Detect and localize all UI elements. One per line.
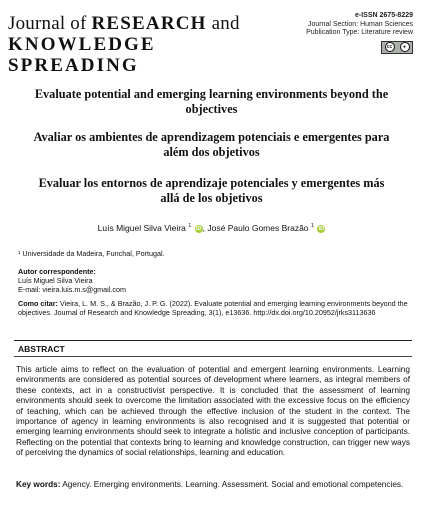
title-english-block: [0, 87, 423, 116]
by-person-icon: ●: [400, 42, 410, 52]
title-portuguese-block: [0, 130, 423, 159]
how-to-cite: [18, 299, 410, 317]
keywords-label: Key words:: [16, 480, 61, 489]
how-to-cite-text: Vieira, L. M. S., & Brazão, J. P. G. (2022). Evaluate potential and emerging learning environments beyond the objectives. Journal of Research and Knowledge Spreading, 3(1), e13636. http://dx.doi.org/10.20952/jrks3113636: [18, 299, 408, 318]
author-1: Luís Miguel Silva Vieira: [97, 223, 186, 233]
journal-name-and: and: [211, 13, 240, 34]
keywords-text: Agency. Emerging environments. Learning. Assessment. Social and emotional competencies.: [60, 480, 404, 489]
journal-name-line2: KNOWLEDGE SPREADING: [8, 34, 156, 76]
author-1-affil-sup: 1: [188, 223, 192, 230]
affiliation: ¹ Universidade da Madeira, Funchal, Portugal.: [18, 249, 165, 258]
title-spanish: Evaluar los entornos de aprendizaje potenciales y emergentes más allá de los objetivos: [38, 176, 385, 205]
author-2: José Paulo Gomes Brazão: [207, 223, 309, 233]
how-to-cite-label: Como citar:: [18, 299, 58, 308]
corresponding-author: [18, 267, 126, 294]
title-english: Evaluate potential and emerging learning environments beyond the objectives: [34, 87, 389, 116]
issn: e-ISSN 2675-8229: [355, 12, 413, 19]
author-separator: ,: [202, 223, 206, 233]
abstract-body: This article aims to reflect on the evaluation of potential and emergent learning environments. Learning environments are considered as potential sources of development where learners, as integral members of these contexts, act in a constructivist perspective. It is concluded that the assessment of learning environments should seek to overcome the limitation associated with the excessive focus on the efficiency of teaching, which can be achieved through the effective inclusion of the student in the context. The importance of agency in learning environments is also recognised and it is suggested that potential or emerging learning environments should seek to integrate a holistic and inclusive conception of participants. Reflecting on the potential that contexts bring to learning and knowledge construction, can trigger new ways of perceiving the dynamics of social relationships, learning and education.: [16, 365, 410, 458]
journal-name-line1: [8, 14, 288, 34]
abstract-heading: ABSTRACT: [18, 344, 65, 354]
abstract-divider: [14, 356, 412, 357]
authors: [0, 223, 423, 233]
abstract-top-rule: [14, 340, 412, 341]
corresponding-author-name: Luís Miguel Silva Vieira: [18, 276, 93, 285]
journal-name-prefix: Journal of: [8, 13, 87, 34]
corresponding-author-email[interactable]: E-mail: vieira.luis.m.s@gmail.com: [18, 285, 126, 294]
corresponding-author-label: Autor correspondente:: [18, 267, 96, 276]
publication-type: Publication Type: Literature review: [306, 29, 413, 37]
article-meta: [306, 12, 413, 54]
journal-section: Journal Section: Human Sciences: [307, 20, 413, 28]
orcid-icon[interactable]: iD: [318, 226, 325, 232]
journal-name-research: RESEARCH: [91, 13, 207, 34]
keywords: [16, 480, 410, 490]
journal-masthead: [8, 14, 288, 76]
cc-circle-icon: cc: [385, 42, 395, 52]
title-portuguese: Avaliar os ambientes de aprendizagem potenciais e emergentes para além dos objetivos: [33, 130, 390, 159]
cc-by-license-icon[interactable]: [381, 41, 413, 54]
orcid-icon[interactable]: iD: [195, 226, 202, 232]
title-spanish-block: [0, 176, 423, 205]
author-2-affil-sup: 1: [310, 223, 314, 230]
